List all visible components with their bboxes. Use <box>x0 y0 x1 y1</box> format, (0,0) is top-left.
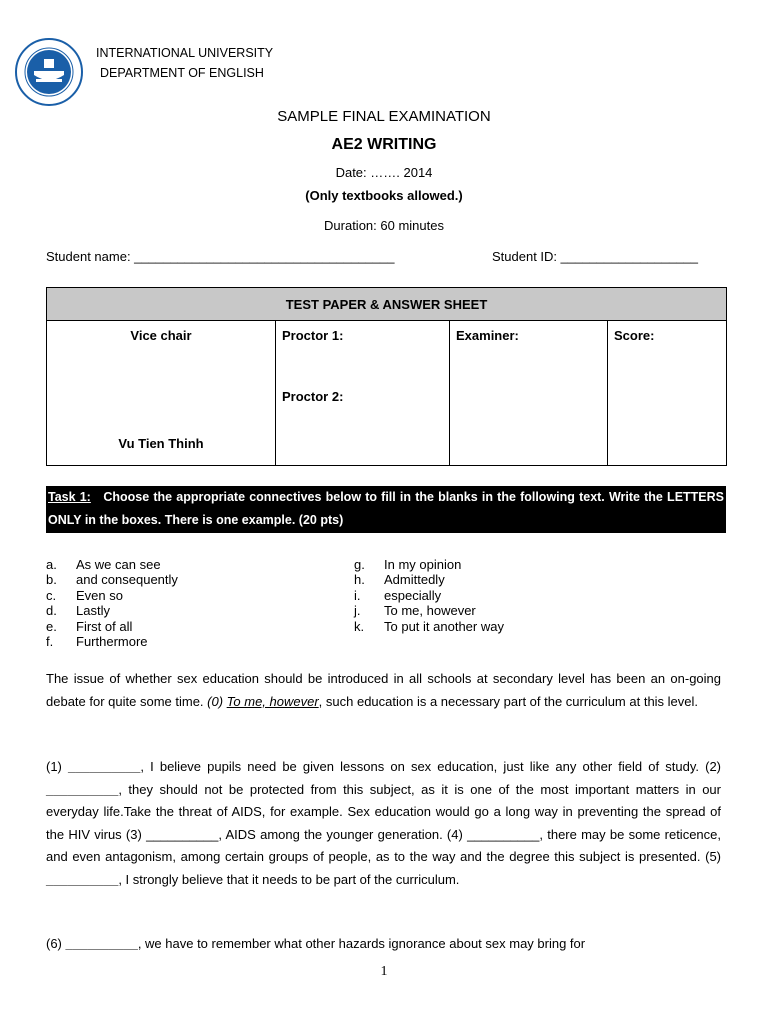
answer-blank-6[interactable]: __________ <box>65 936 138 951</box>
passage-text: , we have to remember what other hazards ignorance about sex may bring for <box>137 936 586 951</box>
option-item <box>354 619 654 634</box>
option-text: To me, however <box>384 603 476 619</box>
option-key: e. <box>46 618 57 634</box>
option-key: j. <box>354 603 361 619</box>
blank-number: (4) <box>446 826 468 842</box>
answer-blank-1[interactable]: __________ <box>68 759 141 774</box>
passage-text: , I believe pupils need be given lessons on sex education, just like any other field of study. <box>140 759 706 774</box>
option-key: a. <box>46 557 57 572</box>
university-name: INTERNATIONAL UNIVERSITY <box>96 46 274 60</box>
answer-sheet-table <box>46 287 727 466</box>
passage-paragraph-1 <box>46 668 721 713</box>
option-text: Even so <box>76 587 123 603</box>
task1-instruction-box <box>46 486 726 533</box>
option-item <box>354 557 654 572</box>
option-item <box>354 572 654 587</box>
vice-chair-label: Vice chair <box>130 328 192 343</box>
option-text: To put it another way <box>384 618 504 634</box>
blank-number: (5) <box>705 849 721 864</box>
option-key: c. <box>46 587 57 603</box>
option-text: and consequently <box>76 572 178 588</box>
option-item <box>46 634 346 649</box>
option-item <box>46 572 346 587</box>
option-key: h. <box>354 572 365 588</box>
passage-text: , there may be some reticence, and even antagonism, among certain groups of people, as to the way and the degree this subject is presented. <box>46 826 721 864</box>
score-cell <box>608 321 727 466</box>
university-logo <box>14 37 84 107</box>
blank-number: (6) <box>46 936 66 951</box>
exam-date: Date: ……. 2014 <box>335 165 433 180</box>
option-text: Furthermore <box>76 634 148 650</box>
option-text: First of all <box>76 618 133 634</box>
task1-instruction: Choose the appropriate connectives below to fill in the blanks in the following text. Write the LETTERS ONLY in the boxes. There is one example. (20 pts) <box>48 490 724 527</box>
passage-text: , they should not be protected from this subject, as it is one of the most important matters in our everyday life.Take the threat of AIDS, for example. Sex education would go a long way in preventing the spread of the HIV virus <box>46 781 721 842</box>
option-item <box>46 603 346 618</box>
passage-text: The issue of whether sex education should be introduced in all schools at secondary level has been an on-going debate for quite some time. <box>46 671 721 709</box>
department-name: DEPARTMENT OF ENGLISH <box>100 66 264 80</box>
exam-note: (Only textbooks allowed.) <box>305 188 463 203</box>
option-key: g. <box>354 557 365 572</box>
answer-blank-5[interactable]: __________ <box>46 871 119 887</box>
example-number: (0) <box>207 693 227 709</box>
passage-text: , I strongly believe that it needs to be part of the curriculum. <box>118 871 460 887</box>
examiner-cell <box>450 321 608 466</box>
student-id-field[interactable]: Student ID: ___________________ <box>492 249 699 264</box>
institution-header <box>96 43 273 83</box>
blank-number: (3) <box>125 826 147 842</box>
option-text: Admittedly <box>384 572 445 588</box>
student-name-field[interactable]: Student name: ____________________________________ <box>46 249 395 264</box>
vice-chair-cell <box>47 321 276 466</box>
option-key: b. <box>46 572 57 588</box>
blank-number: (1) <box>46 759 69 774</box>
options-left-list <box>46 557 346 649</box>
answer-blank-3[interactable]: __________ <box>146 826 219 842</box>
example-answer: To me, however <box>226 693 319 709</box>
option-item <box>354 603 654 618</box>
option-key: d. <box>46 603 57 619</box>
answer-blank-4[interactable]: __________ <box>467 826 540 842</box>
answer-sheet-title: TEST PAPER & ANSWER SHEET <box>47 288 727 321</box>
task1-label: Task 1: <box>48 490 91 504</box>
page-number: 1 <box>380 964 388 979</box>
course-title: AE2 WRITING <box>331 136 437 153</box>
vice-chair-name: Vu Tien Thinh <box>118 436 204 451</box>
option-text: Lastly <box>76 603 110 619</box>
proctor-1-label: Proctor 1: <box>282 328 344 343</box>
proctor-cell <box>276 321 450 466</box>
blank-number: (2) <box>705 759 722 774</box>
exam-duration: Duration: 60 minutes <box>324 218 444 233</box>
score-label: Score: <box>614 328 655 343</box>
option-item <box>354 588 654 603</box>
passage-paragraph-3 <box>46 933 721 956</box>
option-item <box>46 557 346 572</box>
option-text: especially <box>384 587 442 603</box>
option-key: k. <box>354 618 365 634</box>
option-item <box>46 588 346 603</box>
answer-blank-2[interactable]: __________ <box>46 781 119 797</box>
examiner-label: Examiner: <box>456 328 519 343</box>
option-text: In my opinion <box>384 557 462 572</box>
proctor-2-label: Proctor 2: <box>282 389 344 404</box>
options-right-list <box>354 557 654 634</box>
option-item <box>46 619 346 634</box>
passage-text: , AIDS among the younger generation. <box>218 826 447 842</box>
option-text: As we can see <box>76 557 161 572</box>
exam-type: SAMPLE FINAL EXAMINATION <box>277 108 491 125</box>
passage-text: , such education is a necessary part of the curriculum at this level. <box>318 693 699 709</box>
option-key: i. <box>354 587 361 603</box>
passage-paragraph-2 <box>46 756 721 891</box>
option-key: f. <box>46 634 54 650</box>
